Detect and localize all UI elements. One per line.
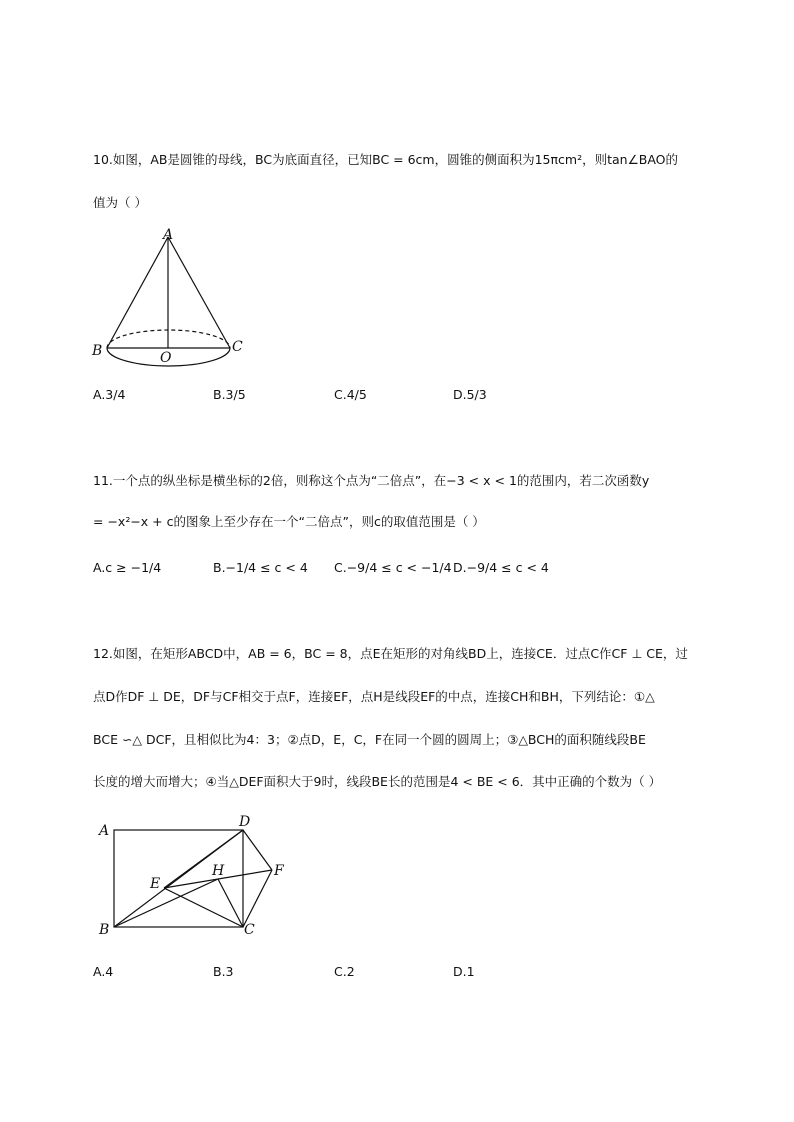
q11-text-line1: 11.一个点的纵坐标是横坐标的2倍，则称这个点为“二倍点”，在−3 < x < 1的范围内，若二次函数y xyxy=(93,473,650,488)
q11-option-c: C.−9/4 ≤ c < −1/4 xyxy=(334,560,452,575)
label-C: C xyxy=(232,339,243,355)
q10-option-a: A.3/4 xyxy=(93,387,126,402)
q12-option-a: A.4 xyxy=(93,964,114,979)
q12-text-line2: 点D作DF ⊥ DE，DF与CF相交于点F，连接EF，点H是线段EF的中点，连接CH和BH，下列结论：①△ xyxy=(93,689,655,704)
label-B: B xyxy=(99,922,110,938)
label-A: A xyxy=(163,227,174,243)
q12-option-d: D.1 xyxy=(453,964,475,979)
label-B: B xyxy=(92,343,103,359)
q10-text-line2: 值为（ ） xyxy=(93,195,147,210)
q10-text-line1: 10.如图，AB是圆锥的母线，BC为底面直径，已知BC = 6cm，圆锥的侧面积为15πcm²，则tan∠BAO的 xyxy=(93,152,679,167)
q11-option-a: A.c ≥ −1/4 xyxy=(93,560,162,575)
q12-rectangle-figure xyxy=(94,812,294,942)
q12-text-line1: 12.如图，在矩形ABCD中，AB = 6，BC = 8，点E在矩形的对角线BD上，连接CE．过点C作CF ⊥ CE，过 xyxy=(93,646,688,661)
q11-option-d: D.−9/4 ≤ c < 4 xyxy=(453,560,549,575)
label-E: E xyxy=(150,876,161,892)
q12-option-c: C.2 xyxy=(334,964,355,979)
label-D: D xyxy=(239,814,251,830)
q10-option-d: D.5/3 xyxy=(453,387,487,402)
label-H: H xyxy=(212,863,225,879)
q12-option-b: B.3 xyxy=(213,964,234,979)
q10-cone-figure xyxy=(88,225,258,370)
label-F: F xyxy=(274,863,284,879)
q11-option-b: B.−1/4 ≤ c < 4 xyxy=(213,560,308,575)
q12-text-line4: 长度的增大而增大；④当△DEF面积大于9时，线段BE长的范围是4 < BE < 6．其中正确的个数为（ ） xyxy=(93,774,662,789)
label-A: A xyxy=(99,823,110,839)
q10-option-c: C.4/5 xyxy=(334,387,367,402)
q10-option-b: B.3/5 xyxy=(213,387,246,402)
label-C: C xyxy=(244,922,255,938)
q11-text-line2: = −x²−x + c的图象上至少存在一个“二倍点”，则c的取值范围是（ ） xyxy=(93,514,485,529)
label-O: O xyxy=(160,350,172,366)
q12-text-line3: BCE ∽△ DCF，且相似比为4：3；②点D，E，C，F在同一个圆的圆周上；③△BCH的面积随线段BE xyxy=(93,732,646,747)
